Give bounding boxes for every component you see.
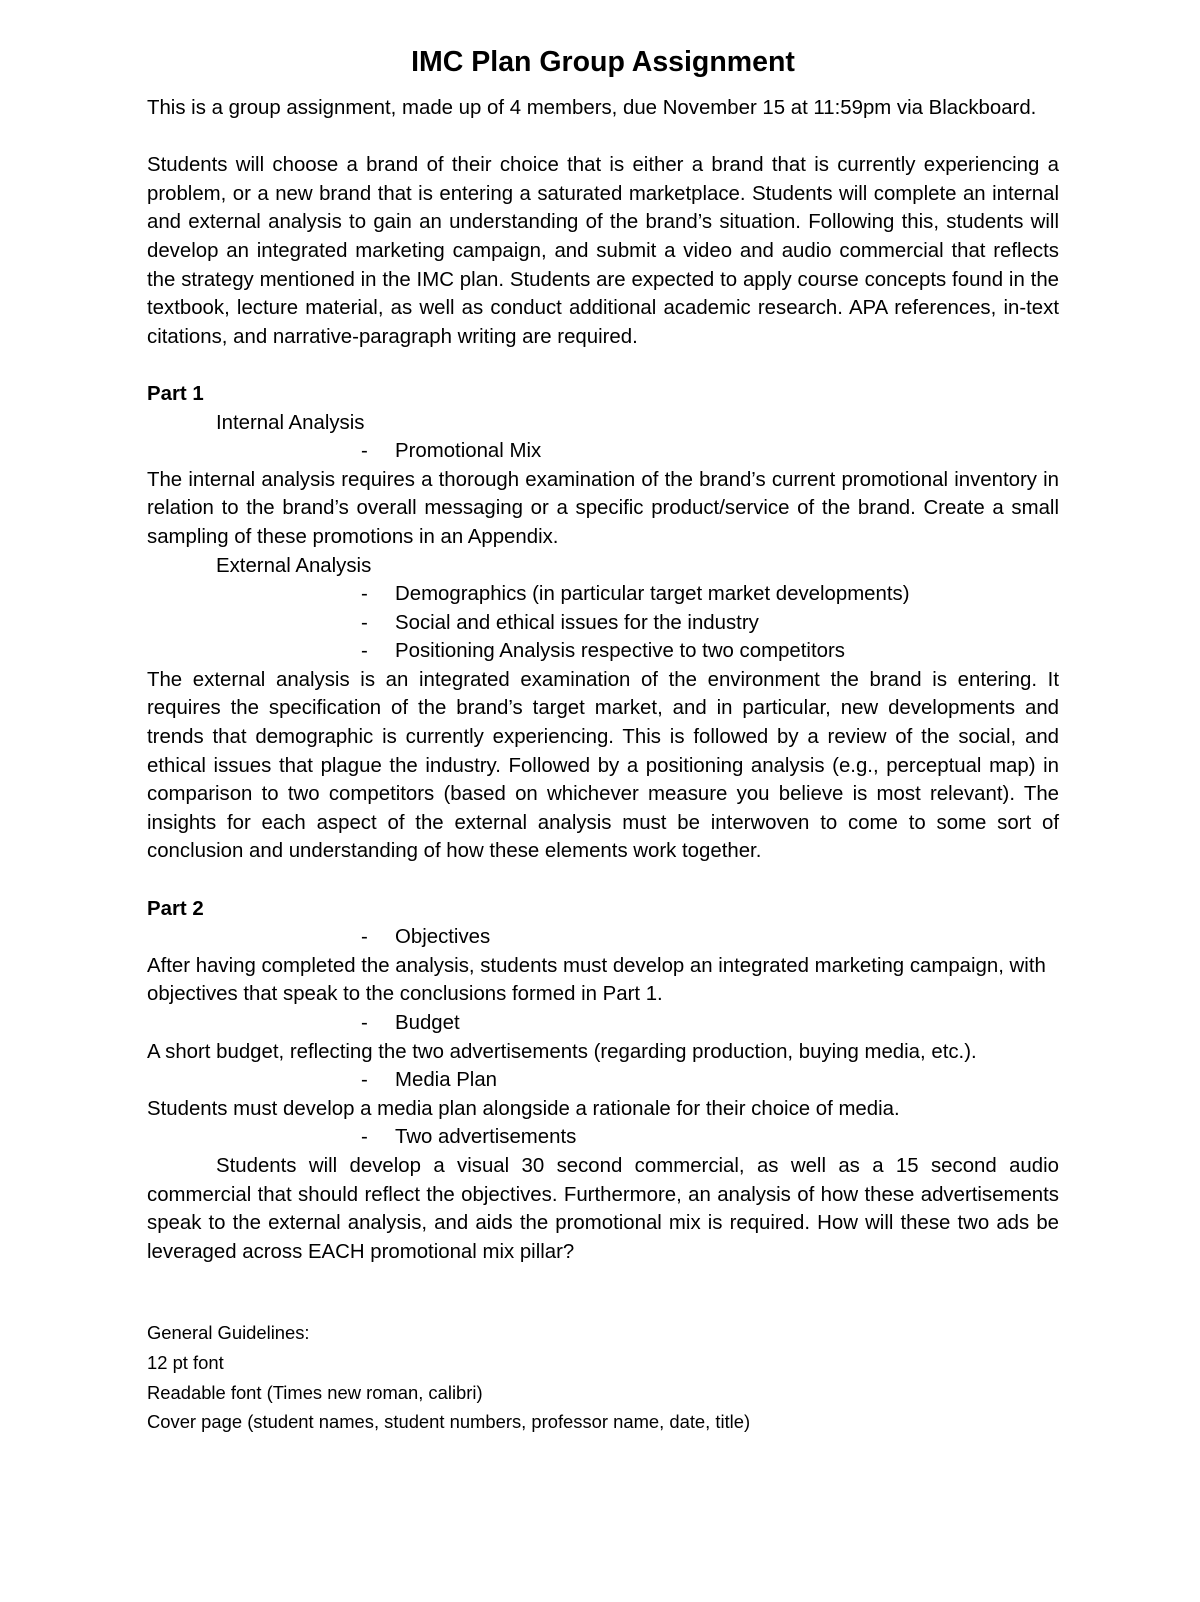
- guidelines-heading: General Guidelines:: [147, 1322, 310, 1344]
- intro-paragraph-2: Students will choose a brand of their choice that is either a brand that is currently experiencing a problem, or a new brand that is entering a saturated marketplace. Students will complete an internal and external analysis to gain an understanding of the brand’s situation. Following this, students will develop an integrated marketing campaign, and submit a video and audio commercial that reflects the strategy mentioned in the IMC plan. Students are expected to apply course concepts found in the textbook, lecture material, as well as conduct additional academic research. APA references, in-text citations, and narrative-paragraph writing are required.: [147, 154, 1059, 348]
- budget-paragraph: A short budget, reflecting the two advertisements (regarding production, buying media, etc.).: [147, 1040, 977, 1063]
- bullet-promotional-mix: [147, 437, 1059, 466]
- spacer: [147, 866, 1059, 895]
- dash-marker: -: [361, 926, 368, 949]
- dash-marker: -: [361, 640, 368, 663]
- document-page: [147, 42, 1059, 1437]
- general-guidelines: [147, 1318, 1059, 1436]
- bullet-text: Promotional Mix: [395, 440, 542, 463]
- objectives-paragraph: After having completed the analysis, students must develop an integrated marketing campaign, with objectives that speak to the conclusions formed in Part 1.: [147, 954, 1046, 1006]
- external-analysis-label: External Analysis: [216, 554, 372, 577]
- bullet-objectives: [147, 923, 1059, 952]
- bullet-budget: [147, 1009, 1059, 1038]
- part2-heading: Part 2: [147, 897, 204, 920]
- bullet-text: Media Plan: [395, 1069, 498, 1092]
- external-analysis-paragraph: The external analysis is an integrated examination of the environment the brand is entering. It requires the specification of the brand’s target market, and in particular, new developments and trends that demographic is currently experiencing. This is followed by a review of the social, and ethical issues that plague the industry. Followed by a positioning analysis (e.g., perceptual map) in comparison to two competitors (based on whichever measure you believe is most relevant). The insights for each aspect of the external analysis must be interwoven to come to some sort of conclusion and understanding of how these elements work together.: [147, 668, 1059, 863]
- bullet-positioning: [147, 637, 1059, 666]
- part1-heading: Part 1: [147, 382, 204, 405]
- guideline-item: Cover page (student names, student numbers, professor name, date, title): [147, 1411, 751, 1433]
- dash-marker: -: [361, 611, 368, 634]
- dash-marker: -: [361, 583, 368, 606]
- dash-marker: -: [361, 1012, 368, 1034]
- spacer: [147, 123, 1059, 152]
- bullet-text: Demographics (in particular target market developments): [395, 583, 910, 606]
- bullet-text: Positioning Analysis respective to two competitors: [395, 640, 845, 663]
- bullet-media-plan: [147, 1066, 1059, 1095]
- guideline-item: Readable font (Times new roman, calibri): [147, 1381, 483, 1403]
- dash-marker: -: [361, 1126, 368, 1149]
- internal-analysis-label: Internal Analysis: [216, 411, 365, 434]
- media-plan-paragraph: Students must develop a media plan alongside a rationale for their choice of media.: [147, 1097, 900, 1120]
- advertisements-paragraph: Students will develop a visual 30 second commercial, as well as a 15 second audio commercial that should reflect the objectives. Furthermore, an analysis of how these advertisements speak to the external analysis, and aids the promotional mix is required. How will these two ads be leveraged across EACH promotional mix pillar?: [147, 1154, 1059, 1263]
- bullet-two-advertisements: [147, 1123, 1059, 1152]
- bullet-text: Social and ethical issues for the industry: [395, 611, 759, 634]
- bullet-demographics: [147, 580, 1059, 609]
- bullet-social-ethical: [147, 609, 1059, 638]
- spacer: [147, 351, 1059, 380]
- bullet-text: Budget: [395, 1012, 460, 1034]
- guideline-item: 12 pt font: [147, 1351, 224, 1373]
- dash-marker: -: [361, 1069, 368, 1092]
- intro-paragraph-1: This is a group assignment, made up of 4 members, due November 15 at 11:59pm via Blackboard.: [147, 97, 1037, 119]
- document-title: IMC Plan Group Assignment: [411, 46, 795, 78]
- internal-analysis-paragraph: The internal analysis requires a thorough examination of the brand’s current promotional inventory in relation to the brand’s overall messaging or a specific product/service of the brand. Create a small sampling of these promotions in an Appendix.: [147, 468, 1059, 548]
- bullet-text: Two advertisements: [395, 1126, 577, 1149]
- dash-marker: -: [361, 440, 368, 463]
- bullet-text: Objectives: [395, 926, 491, 949]
